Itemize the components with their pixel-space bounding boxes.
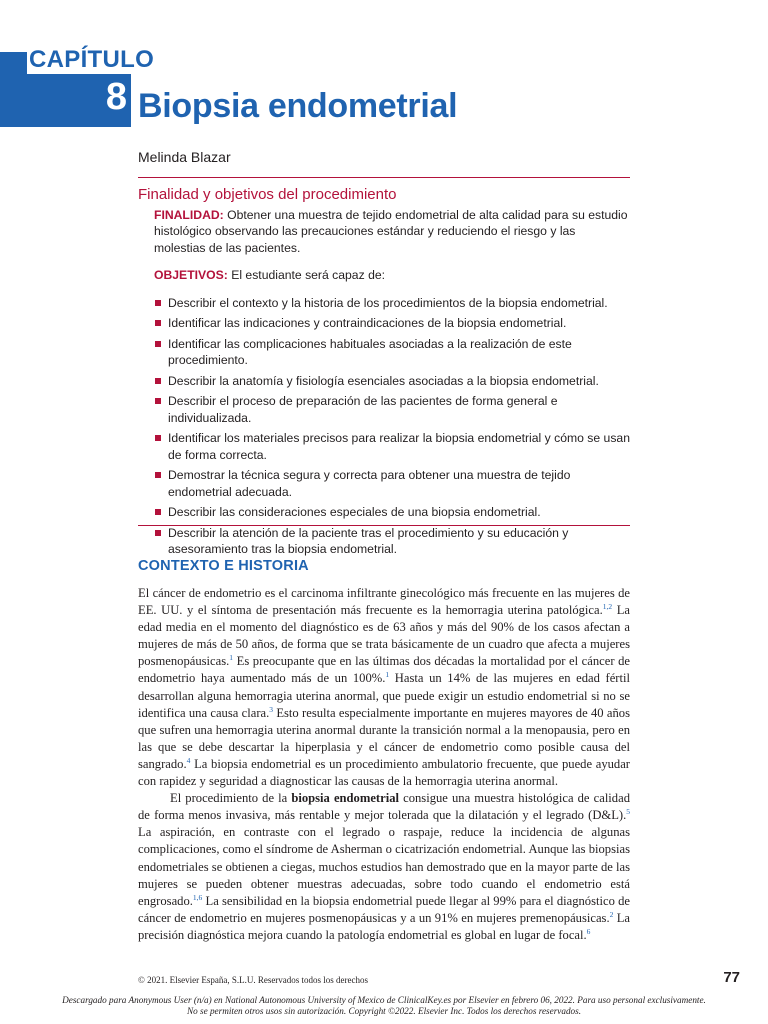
section-heading: CONTEXTO E HISTORIA (138, 558, 309, 574)
bold-term: biopsia endometrial (291, 791, 400, 806)
list-item (154, 295, 630, 312)
text-run: El cáncer de endometrio es el carcinoma infiltrante ginecológico más frecuente en las mujeres de EE. UU. y el síntoma de presentación más frecuente es la hemorragia uterina patológica. (138, 586, 630, 618)
citation-ref: 1,2 (602, 602, 613, 612)
body-paragraph-1 (138, 585, 630, 790)
objectives-heading: Finalidad y objetivos del procedimiento (138, 186, 397, 203)
finalidad-label: FINALIDAD: (154, 207, 224, 222)
finalidad-text: Obtener una muestra de tejido endometrial de alta calidad para su estudio histológico observando las precauciones estándar y reduciendo el riesgo y las molestias de las pacientes. (154, 207, 628, 255)
square-bullet-icon (155, 435, 161, 441)
text-run: Esto resulta especialmente importante en mujeres mayores de 40 años que sufren una hemorragia uterina anormal durante la transición normal a la menopausia, pero en las que se debe descartar la hiperplasia y el cáncer de endometrio como posible causa del sangrado. (138, 705, 630, 771)
list-item (154, 504, 630, 521)
text-run: consigue una muestra histológica de calidad de forma menos invasiva, más rentable y mejor tolerada que la dilatación y el legrado (D&L). (138, 791, 630, 823)
chapter-number: 8 (105, 76, 127, 118)
list-item-text: Describir el contexto y la historia de los procedimientos de la biopsia endometrial. (168, 295, 608, 310)
square-bullet-icon (155, 530, 161, 536)
list-item (154, 373, 630, 390)
objectives-bottom-rule (138, 525, 630, 526)
list-item-text: Identificar las indicaciones y contraindicaciones de la biopsia endometrial. (168, 316, 567, 330)
body-paragraph-2 (138, 790, 630, 944)
list-item (154, 430, 630, 463)
list-item-text: Describir la anatomía y fisiología esenciales asociadas a la biopsia endometrial. (168, 373, 599, 388)
copyright-notice: © 2021. Elsevier España, S.L.U. Reservados todos los derechos (138, 975, 369, 985)
square-bullet-icon (155, 472, 161, 478)
square-bullet-icon (155, 320, 161, 326)
text-run: La precisión diagnóstica mejora cuando la patología endometrial es global en lugar de focal. (138, 910, 630, 942)
finalidad-paragraph (154, 207, 630, 257)
objetivos-paragraph (154, 267, 630, 284)
chapter-title: Biopsia endometrial (138, 87, 458, 125)
text-run: La sensibilidad en la biopsia endometrial puede llegar al 99% para el diagnóstico de cáncer de endometrio en mujeres posmenopáusicas y a un 91% en mujeres premenopáusicas. (138, 893, 630, 925)
square-bullet-icon (155, 509, 161, 515)
citation-ref: 6 (586, 926, 591, 936)
objetivos-label: OBJETIVOS: (154, 268, 228, 282)
text-run: La aspiración, en contraste con el legrado o raspaje, reduce la incidencia de algunas complicaciones, como el síndrome de Asherman o cicatrización endometrial. Aunque las biopsias endometriales se obtienen a ciegas, muchos estudios han demostrado que en la mayor parte de las mujeres se pueden obtener muestras adecuadas, sobre todo cuando el endometrio está engrosado. (138, 825, 630, 908)
download-notice: Descargado para Anonymous User (n/a) en National Autonomous University of Mexico de ClinicalKey.es por Elsevier en febrero 06, 2022. Para uso personal exclusivamente. No se permiten otros usos sin autorización. Copyright ©2022. Elsevier Inc. Todos los derechos reservados. (62, 995, 706, 1016)
citation-ref: 5 (626, 807, 630, 817)
chapter-label: CAPÍTULO (27, 48, 158, 74)
citation-ref: 4 (186, 755, 191, 765)
author-name: Melinda Blazar (138, 149, 231, 165)
text-run: El procedimiento de la (170, 791, 292, 806)
list-item-text: Describir la atención de la paciente tras el procedimiento y su educación y asesoramiento tras la biopsia endometrial. (168, 525, 569, 556)
citation-ref: 3 (269, 704, 274, 714)
list-item-text: Identificar los materiales precisos para realizar la biopsia endometrial y cómo se usan de forma correcta. (168, 431, 630, 462)
body-text (138, 585, 630, 944)
text-run: Es preocupante que en las últimas dos décadas la mortalidad por el cáncer de endometrio haya aumentado más de un 100%. (138, 654, 630, 686)
list-item (154, 525, 630, 558)
list-item (154, 315, 630, 332)
list-item-text: Identificar las complicaciones habituales asociadas a la realización de este procedimiento. (168, 336, 572, 367)
list-item-text: Demostrar la técnica segura y correcta para obtener una muestra de tejido endometrial adecuada. (168, 468, 571, 499)
list-item (154, 336, 630, 369)
square-bullet-icon (155, 398, 161, 404)
citation-ref: 2 (609, 909, 614, 919)
text-run: La edad media en el momento del diagnóstico es de 63 años y más del 90% de los casos afectan a mujeres de más de 50 años, de forma que se trata básicamente de un cuadro que afecta a mujeres posmenopáusicas. (138, 603, 630, 669)
citation-ref: 1 (385, 670, 390, 680)
text-run: La biopsia endometrial es un procedimiento ambulatorio frecuente, que puede ayudar con rapidez y seguridad a diagnosticar las causas de la hemorragia uterina anormal. (138, 756, 630, 789)
list-item (154, 467, 630, 500)
list-item-text: Describir las consideraciones especiales de una biopsia endometrial. (168, 505, 541, 519)
objetivos-text: El estudiante será capaz de: (227, 268, 386, 282)
square-bullet-icon (155, 341, 161, 347)
objectives-top-rule (138, 177, 630, 178)
citation-ref: 1 (229, 653, 234, 663)
list-item-text: Describir el proceso de preparación de las pacientes de forma general e individualizada. (168, 394, 558, 425)
text-run: Hasta un 14% de las mujeres en edad fértil desarrollan alguna hemorragia uterina anormal, que puede exigir un estudio endometrial si no se identifica una causa clara. (138, 671, 630, 720)
citation-ref: 1,6 (192, 892, 203, 902)
objectives-box (138, 185, 630, 562)
list-item (154, 393, 630, 426)
page-number: 77 (723, 969, 740, 986)
objectives-list (138, 295, 630, 558)
square-bullet-icon (155, 300, 161, 306)
square-bullet-icon (155, 378, 161, 384)
